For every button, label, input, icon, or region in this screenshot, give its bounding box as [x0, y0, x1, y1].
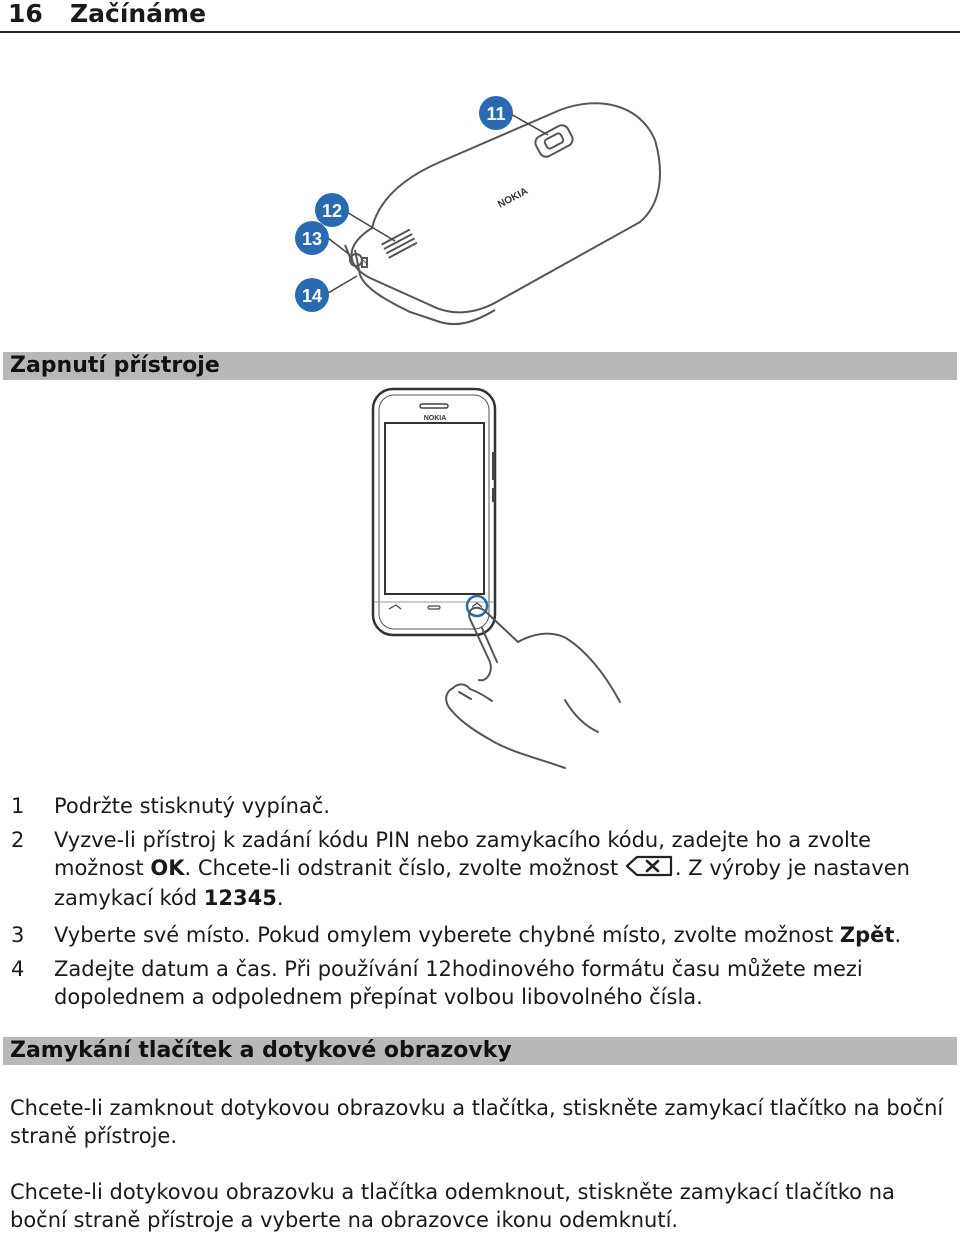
chapter-title: Začínáme	[70, 0, 207, 28]
section-lock	[3, 1037, 957, 1065]
step-number: 1	[11, 794, 25, 818]
section-power-on	[3, 352, 957, 380]
default-code: 12345	[203, 885, 277, 910]
phone-front-brand: NOKIA	[423, 415, 447, 422]
backspace-icon	[625, 855, 675, 884]
phone-back-brand: NOKIA	[496, 185, 530, 211]
step-text: Zadejte datum a čas. Při používání 12hodinového formátu času můžete mezi dopolednem a odpolednem přepínat volbou libovolného čísla.	[54, 957, 863, 1009]
step-number: 4	[11, 957, 25, 981]
page-number: 16	[8, 0, 43, 28]
callout-11	[479, 96, 513, 130]
callout-12-label: 12	[321, 201, 343, 221]
section-lock-title: Zamykání tlačítek a dotykové obrazovky	[10, 1038, 512, 1063]
unlock-paragraph: Chcete-li dotykovou obrazovku a tlačítka odemknout, stiskněte zamykací tlačítko na boční straně přístroje a vyberte na obrazovce ikonu odemknutí.	[10, 1180, 895, 1232]
callout-11-label: 11	[486, 104, 506, 124]
callout-14	[295, 278, 329, 312]
step-text: Vyzve-li přístroj k zadání kódu PIN nebo zamykacího kódu, zadejte ho a zvolte možnost OK. Chcete-li odstranit číslo, zvolte možnost . Z výroby je nastaven zamykací kód 12345.	[54, 828, 910, 910]
callout-13	[295, 221, 329, 255]
phone-front-illustration	[373, 389, 495, 635]
lock-paragraph: Chcete-li zamknout dotykovou obrazovku a tlačítka, stiskněte zamykací tlačítko na boční straně přístroje.	[10, 1096, 944, 1148]
callout-12	[315, 193, 349, 227]
step-number: 3	[11, 923, 25, 947]
ok-option: OK	[150, 856, 185, 880]
step-number: 2	[11, 828, 25, 852]
step-text: Podržte stisknutý vypínač.	[54, 794, 331, 818]
callout-14-label: 14	[301, 286, 323, 306]
callout-13-label: 13	[301, 229, 323, 249]
phone-back-illustration	[345, 103, 660, 324]
back-option: Zpět	[839, 923, 895, 947]
section-power-on-title: Zapnutí přístroje	[10, 353, 220, 378]
step-text: Vyberte své místo. Pokud omylem vyberete chybné místo, zvolte možnost Zpět.	[54, 923, 902, 947]
